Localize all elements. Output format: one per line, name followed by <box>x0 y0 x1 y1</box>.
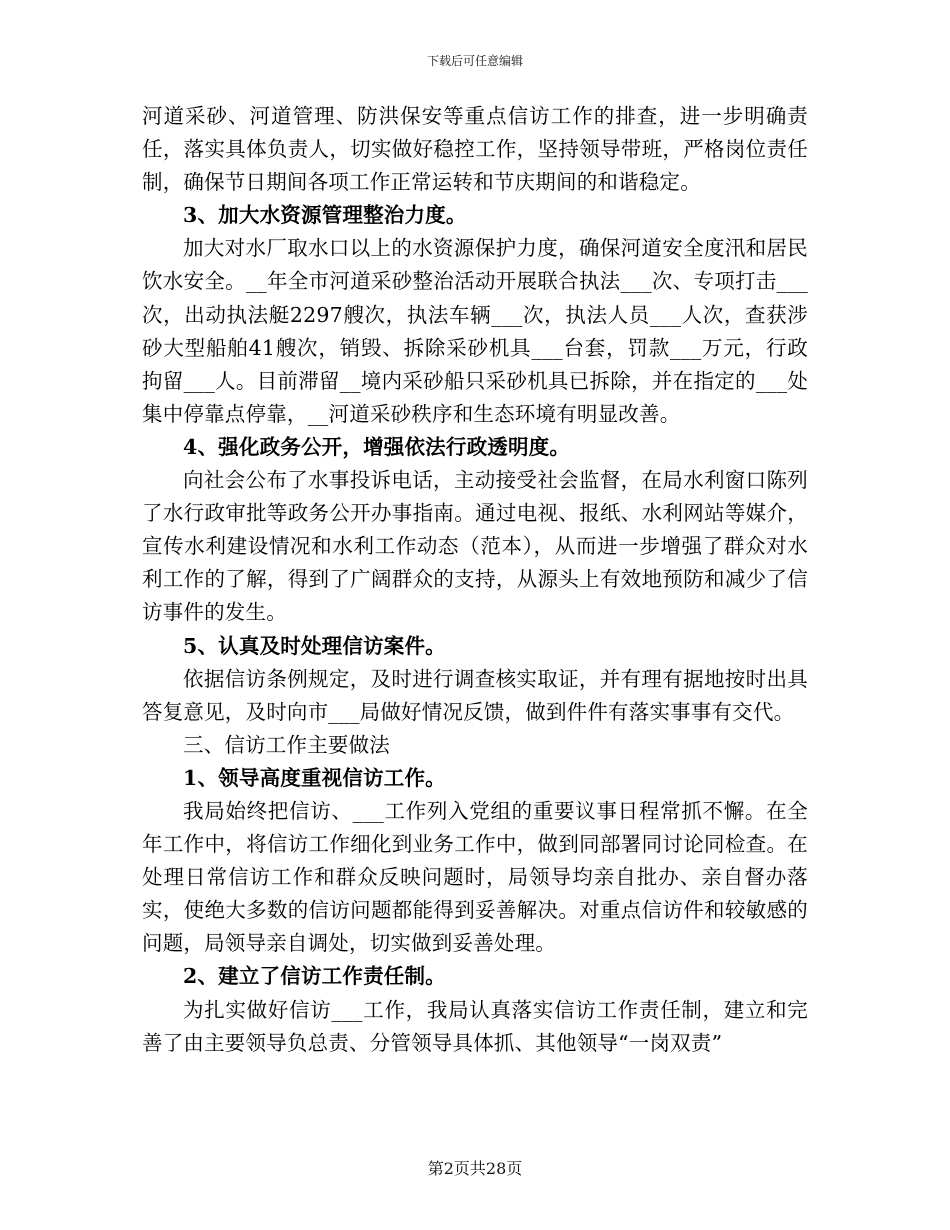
paragraph-continuation: 河道采砂、河道管理、防洪保安等重点信访工作的排查，进一步明确责任，落实具体负责人，切实做好稳控工作，坚持领导带班，严格岗位责任制，确保节日期间各项工作正常运转和节庆期间的和谐稳定。 <box>142 104 808 195</box>
page-number: 第2页共28页 <box>427 1159 523 1178</box>
paragraph-responsibility: 为扎实做好信访___工作，我局认真落实信访工作责任制，建立和完善了由主要领导负总责、分管领导具体抓、其他领导“一岗双责” <box>142 997 808 1055</box>
subheading-1: 1、领导高度重视信访工作。 <box>183 765 446 790</box>
heading-3: 3、加大水资源管理整治力度。 <box>183 203 467 228</box>
page-header-note: 下载后可任意编辑 <box>426 54 523 68</box>
paragraph-leadership: 我局始终把信访、___工作列入党组的重要议事日程常抓不懈。在全年工作中，将信访工作细化到业务工作中，做到同部署同讨论同检查。在处理日常信访工作和群众反映问题时，局领导均亲自批办、亲自督办落实，使绝大多数的信访问题都能得到妥善解决。对重点信访件和较敏感的问题，局领导亲自调处，切实做到妥善处理。 <box>142 798 808 956</box>
section-heading-3: 三、信访工作主要做法 <box>183 732 390 757</box>
paragraph-gov-affairs: 向社会公布了水事投诉电话，主动接受社会监督，在局水利窗口陈列了水行政审批等政务公开办事指南。通过电视、报纸、水利网站等媒介，宣传水利建设情况和水利工作动态（范本），从而进一步增强了群众对水利工作的了解，得到了广阔群众的支持，从源头上有效地预防和减少了信访事件的发生。 <box>142 468 808 625</box>
document-body <box>142 100 808 1060</box>
heading-4: 4、强化政务公开，增强依法行政透明度。 <box>183 434 571 459</box>
paragraph-petition-cases: 依据信访条例规定，及时进行调查核实取证，并有理有据地按时出具答复意见，及时向市___局做好情况反馈，做到件件有落实事事有交代。 <box>142 666 808 724</box>
subheading-2: 2、建立了信访工作责任制。 <box>183 964 446 989</box>
heading-5: 5、认真及时处理信访案件。 <box>183 633 446 658</box>
paragraph-water-resources: 加大对水厂取水口以上的水资源保护力度，确保河道安全度汛和居民饮水安全。__年全市河道采砂整治活动开展联合执法___次、专项打击___次，出动执法艇2297艘次，执法车辆___次，执法人员___人次，查获涉砂大型船舶41艘次，销毁、拆除采砂机具___台套，罚款___万元，行政拘留___人。目前滞留__境内采砂船只采砂机具已拆除，并在指定的___处集中停靠点停靠，__河道采砂秩序和生态环境有明显改善。 <box>142 236 808 426</box>
